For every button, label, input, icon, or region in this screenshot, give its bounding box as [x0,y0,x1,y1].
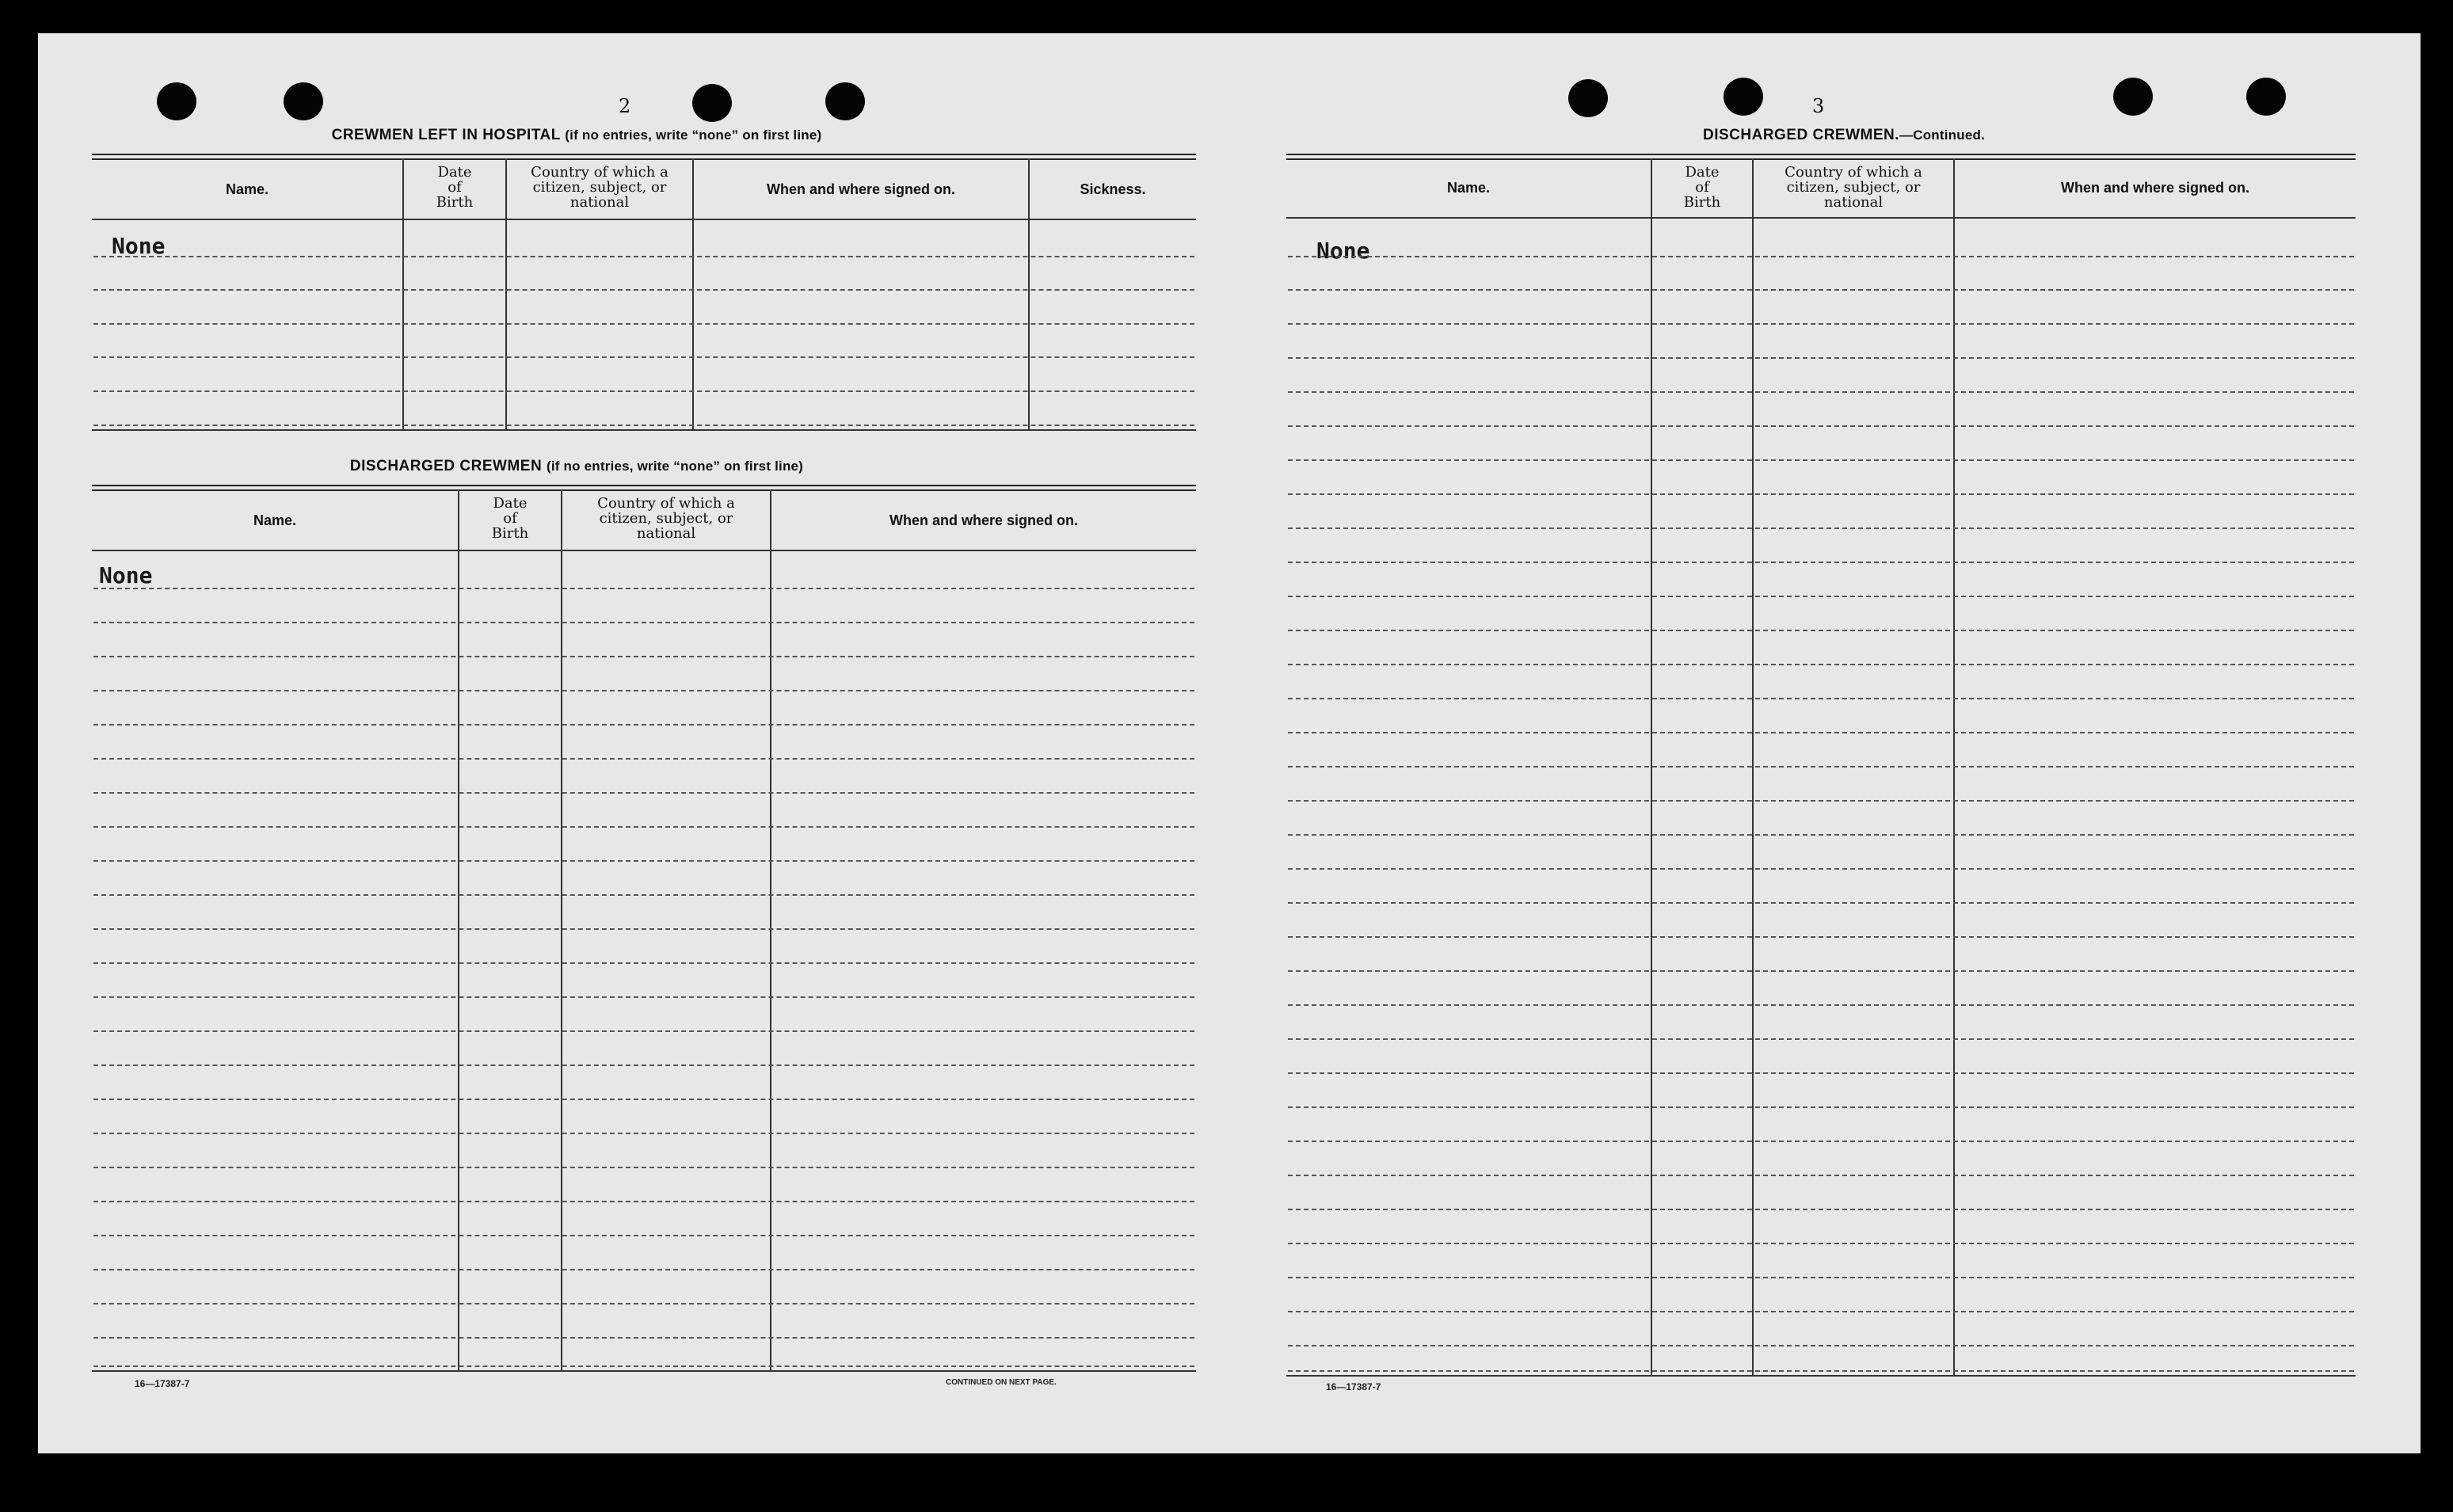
continued-note: CONTINUED ON NEXT PAGE. [946,1378,1057,1387]
punch-hole [692,84,732,122]
discharged-title-text: DISCHARGED CREWMEN [349,458,543,474]
column-header-name: Name. [225,181,269,197]
punch-hole [1724,78,1763,116]
column-header-signed-on: When and where signed on. [889,512,1079,528]
page-number: 3 [1812,95,1825,117]
column-header-sickness: Sickness. [1080,181,1146,197]
punch-hole [2246,78,2286,116]
column-header-signed-on: When and where signed on. [2060,180,2250,196]
form-number: 16—17387-7 [135,1378,190,1389]
right-entry: None [1316,238,1370,264]
punch-hole [2113,78,2153,116]
column-header-country: Country of which a citizen, subject, or national [531,164,668,211]
column-header-signed-on: When and where signed on. [766,181,956,197]
punch-hole [284,82,323,120]
punch-hole [1568,79,1608,117]
column-header-date-of-birth: Date of Birth [1683,164,1721,211]
discharged-section-title [196,458,957,475]
column-header-name: Name. [1446,180,1491,196]
hospital-title-text: CREWMEN LEFT IN HOSPITAL [331,127,561,143]
hospital-section-title [196,127,957,144]
right-title-suffix: —Continued. [1899,128,1986,143]
column-header-country: Country of which a citizen, subject, or national [597,495,735,542]
punch-hole [157,82,196,120]
hospital-entry: None [112,233,166,259]
column-header-country: Country of which a citizen, subject, or national [1785,164,1922,211]
column-header-name: Name. [253,512,297,528]
column-header-date-of-birth: Date of Birth [436,164,474,211]
punch-hole [825,82,865,120]
right-section-title [1606,127,2082,144]
page-number: 2 [619,95,631,117]
discharged-instruction: (if no entries, write “none” on first line) [546,459,804,474]
hospital-instruction: (if no entries, write “none” on first line) [565,128,822,143]
discharged-entry: None [99,562,153,588]
document-sheet [38,33,2421,1453]
form-number: 16—17387-7 [1326,1381,1381,1392]
column-header-date-of-birth: Date of Birth [491,495,529,542]
right-title-text: DISCHARGED CREWMEN. [1702,127,1900,143]
